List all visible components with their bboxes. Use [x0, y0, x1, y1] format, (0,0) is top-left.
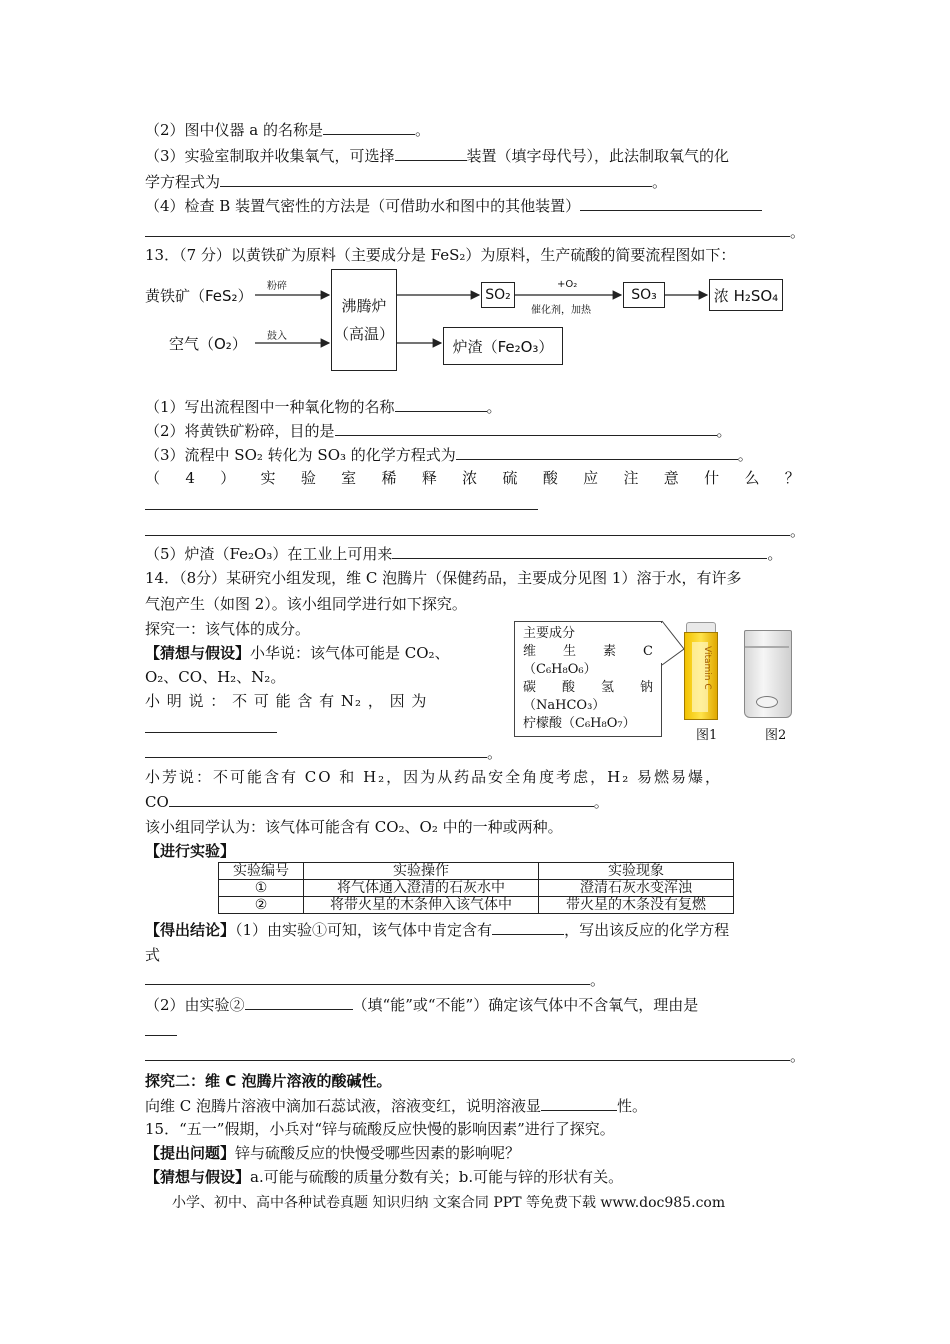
composition-citric-acid: 柠檬酸（C₆H₈O₇）: [523, 716, 636, 731]
table-cell: 将气体通入澄清的石灰水中: [304, 880, 539, 897]
q12-part4-cont: [145, 221, 805, 242]
q13-sub4-char: 释: [421, 469, 437, 487]
so3-box: SO₃: [623, 282, 665, 308]
q15-title: 15．“五一”假期，小兵对“锌与硫酸反应快慢的影响因素”进行了探究。: [145, 1120, 615, 1138]
answer-blank[interactable]: [392, 543, 767, 559]
tube-label: Vitamin C: [702, 646, 712, 690]
composition-line1: [523, 643, 653, 661]
air-label: 空气（O₂）: [169, 335, 247, 353]
vitamin-c-tube-image: [680, 622, 720, 722]
answer-blank[interactable]: [145, 494, 538, 510]
q12-part4: [145, 195, 762, 216]
q14-guess-a: [145, 643, 450, 663]
q13-sub4-char: （: [145, 469, 161, 487]
composition-nahco3-formula: （NaHCO₃）: [523, 698, 606, 713]
experiment-table: [218, 862, 734, 914]
period: 。: [716, 422, 732, 440]
q13-sub4: [145, 468, 800, 488]
answer-blank[interactable]: [145, 969, 590, 985]
q13-sub4-char: 酸: [542, 469, 558, 487]
period: 。: [590, 971, 606, 989]
xiaofang-statement: 小芳说：不可能含有 CO 和 H₂，因为从药品安全角度考虑，H₂ 易燃易爆，: [145, 768, 723, 786]
conclusion-1-blank: [145, 969, 605, 990]
composition-char: 维: [523, 644, 537, 659]
composition-char: 酸: [561, 680, 575, 695]
slag-box: 炉渣（Fe₂O₃）: [443, 327, 563, 365]
q13-sub4-char: 什: [704, 469, 720, 487]
table-cell: 带火星的木条没有复燃: [539, 897, 734, 914]
q15-hypothesis: [145, 1167, 623, 1187]
q12-part2-text: （2）图中仪器 a 的名称是: [145, 121, 324, 139]
q13-sub5-text: （5）炉渣（Fe₂O₃）在工业上可用来: [145, 545, 393, 563]
composition-char: C: [643, 644, 653, 659]
table-cell: ②: [219, 897, 304, 914]
inquiry-one: 探究一：该气体的成分。: [145, 620, 311, 638]
co-text: CO: [145, 793, 169, 811]
furnace-label: 沸腾炉: [341, 297, 387, 315]
xiaofang-cont: [145, 791, 609, 812]
ask-tag: 【提出问题】: [145, 1144, 236, 1162]
answer-blank[interactable]: [145, 1045, 790, 1061]
table-header: 实验编号: [219, 863, 304, 880]
period: 。: [487, 744, 503, 762]
q13-sub4-char: ）: [220, 469, 236, 487]
q13-sub1-text: （1）写出流程图中一种氧化物的名称: [145, 398, 395, 416]
conclusion-2: [145, 994, 698, 1015]
answer-blank[interactable]: [335, 420, 717, 436]
litmus-statement: [145, 1095, 647, 1116]
table-header: 实验现象: [539, 863, 734, 880]
period: 。: [790, 522, 806, 540]
blow-label: 鼓入: [267, 331, 287, 342]
conclusion-2-blank1: [145, 1020, 177, 1041]
q13-sub2: [145, 420, 732, 441]
xiaoming-blank2: [145, 742, 502, 763]
q12-part3a: [145, 145, 729, 166]
q12-part4-text: （4）检查 B 装置气密性的方法是（可借助水和图中的其他装置）: [145, 197, 581, 215]
q12-part3-mid: 装置（填字母代号），此法制取氧气的化: [466, 147, 730, 165]
q12-part3-text: （3）实验室制取并收集氧气，可选择: [145, 147, 395, 165]
q13-sub5: [145, 543, 782, 564]
q14-title-a: 14．（8分）某研究小组发现，维 C 泡腾片（保健药品，主要成分见图 1）溶于水，有许多: [145, 569, 742, 587]
q14-title-b: 气泡产生（如图 2）。该小组同学进行如下探究。: [145, 595, 467, 613]
q13-sub4-char: 意: [663, 469, 679, 487]
answer-blank[interactable]: [145, 717, 277, 733]
xiaoming-statement: 小 明 说 ： 不 可 能 含 有 N₂ ， 因 为: [145, 692, 428, 710]
guess-tag: 【猜想与假设】: [145, 644, 251, 662]
process-flow-diagram: [145, 265, 795, 375]
catalyst-label: 催化剂，加热: [531, 305, 591, 316]
table-cell: 澄清石灰水变浑浊: [539, 880, 734, 897]
composition-char: 钠: [639, 680, 653, 695]
composition-vitc-formula: （C₆H₈O₆）: [523, 662, 597, 677]
fig2-caption: 图2: [765, 728, 787, 743]
q13-sub4-char: 注: [623, 469, 639, 487]
o2-label: +O₂: [557, 279, 578, 290]
conclusion-1-mid: ，写出该反应的化学方程: [564, 921, 730, 939]
conclusion-2-text: （2）由实验②: [145, 996, 245, 1014]
conclusion-1-cont: 式: [145, 946, 161, 964]
period: 。: [415, 121, 431, 139]
inquiry-two: 探究二：维 C 泡腾片溶液的酸碱性。: [145, 1072, 392, 1090]
answer-blank[interactable]: [145, 1020, 177, 1036]
period: 。: [767, 545, 783, 563]
q13-sub4-blank2: [145, 520, 805, 541]
conclusion-2-blank2: [145, 1045, 805, 1066]
ask-text: 锌与硫酸反应的快慢受哪些因素的影响呢？: [235, 1144, 521, 1162]
answer-blank[interactable]: [220, 171, 652, 187]
q13-sub4-char: 浓: [462, 469, 478, 487]
q13-sub4-char: 验: [300, 469, 316, 487]
furnace-temp: （高温）: [333, 325, 394, 343]
q13-sub4-char: 么: [744, 469, 760, 487]
composition-line3: [523, 679, 653, 697]
table-header: 实验操作: [304, 863, 539, 880]
q13-sub4-char: 硫: [502, 469, 518, 487]
q12-part3b: [145, 171, 667, 192]
composition-title: 主要成分: [523, 626, 576, 641]
answer-blank[interactable]: [145, 221, 790, 237]
composition-char: 素: [603, 644, 617, 659]
q13-title: 13．（7 分）以黄铁矿为原料（主要成分是 FeS₂）为原料，生产硫酸的简要流程图如下：: [145, 246, 736, 264]
table-cell: ①: [219, 880, 304, 897]
litmus-end: 性。: [617, 1097, 648, 1115]
period: 。: [652, 173, 668, 191]
guess-a-text: 小华说：该气体可能是 CO₂、: [250, 644, 450, 662]
conclusion-2-mid: （填“能”或“不能”）确定该气体中不含氧气，理由是: [352, 996, 699, 1014]
sulfuric-acid-box: 浓 H₂SO₄: [709, 279, 783, 311]
q12-part2: [145, 119, 430, 140]
table-row: [219, 880, 734, 897]
answer-blank[interactable]: [492, 919, 564, 935]
answer-blank[interactable]: [145, 742, 487, 758]
answer-blank[interactable]: [145, 520, 790, 536]
furnace-box: [331, 269, 397, 371]
q13-sub4-char: 稀: [381, 469, 397, 487]
period: 。: [737, 446, 753, 464]
q13-sub4-char: 应: [583, 469, 599, 487]
period: 。: [593, 793, 609, 811]
q15-ask: [145, 1143, 520, 1163]
q13-sub4-blank1: [145, 494, 538, 515]
answer-blank[interactable]: [245, 994, 353, 1010]
q13-sub4-char: 室: [341, 469, 357, 487]
fizzing-glass-image: [742, 630, 794, 718]
conclusion-1-text: （1）由实验①可知，该气体中肯定含有: [235, 921, 493, 939]
answer-blank[interactable]: [580, 195, 762, 211]
answer-blank[interactable]: [395, 396, 487, 412]
answer-blank[interactable]: [541, 1095, 617, 1111]
xiaoming-blank1: [145, 717, 277, 738]
answer-blank[interactable]: [456, 444, 738, 460]
period: 。: [790, 1047, 806, 1065]
crush-label: 粉碎: [267, 281, 287, 292]
conclusion-tag: 【得出结论】: [145, 921, 236, 939]
q13-sub3-text: （3）流程中 SO₂ 转化为 SO₃ 的化学方程式为: [145, 446, 456, 464]
hypothesis-tag: 【猜想与假设】: [145, 1168, 251, 1186]
fig1-caption: 图1: [696, 728, 718, 743]
q13-sub4-char: 4: [185, 469, 195, 487]
period: 。: [790, 223, 806, 241]
experiment-tag: 【进行实验】: [145, 842, 236, 860]
answer-blank[interactable]: [169, 791, 594, 807]
so2-box: SO₂: [481, 282, 515, 308]
q13-sub3: [145, 444, 753, 465]
page-footer: 小学、初中、高中各种试卷真题 知识归纳 文案合同 PPT 等免费下载 www.doc985.com: [172, 1195, 726, 1211]
q14-guess-b: O₂、CO、H₂、N₂。: [145, 668, 286, 686]
q13-sub4-char: ？: [784, 469, 800, 487]
q12-part3b-text: 学方程式为: [145, 173, 221, 191]
table-cell: 将带火星的木条伸入该气体中: [304, 897, 539, 914]
table-header-row: [219, 863, 734, 880]
answer-blank[interactable]: [323, 119, 415, 135]
composition-char: 生: [563, 644, 577, 659]
composition-char: 碳: [523, 680, 537, 695]
litmus-text: 向维 C 泡腾片溶液中滴加石蕊试液，溶液变红，说明溶液显: [145, 1097, 542, 1115]
table-row: [219, 897, 734, 914]
conclusion-1: [145, 919, 729, 940]
q13-sub1: [145, 396, 502, 417]
composition-char: 氢: [600, 680, 614, 695]
hypothesis-text: a.可能与硫酸的质量分数有关；b.可能与锌的形状有关。: [250, 1168, 624, 1186]
q13-sub2-text: （2）将黄铁矿粉碎，目的是: [145, 422, 335, 440]
composition-callout: [514, 621, 662, 737]
ore-label: 黄铁矿（FeS₂）: [145, 287, 253, 305]
answer-blank[interactable]: [395, 145, 467, 161]
group-conclusion: 该小组同学认为：该气体可能含有 CO₂、O₂ 中的一种或两种。: [145, 818, 563, 836]
q13-sub4-char: 实: [260, 469, 276, 487]
period: 。: [486, 398, 502, 416]
